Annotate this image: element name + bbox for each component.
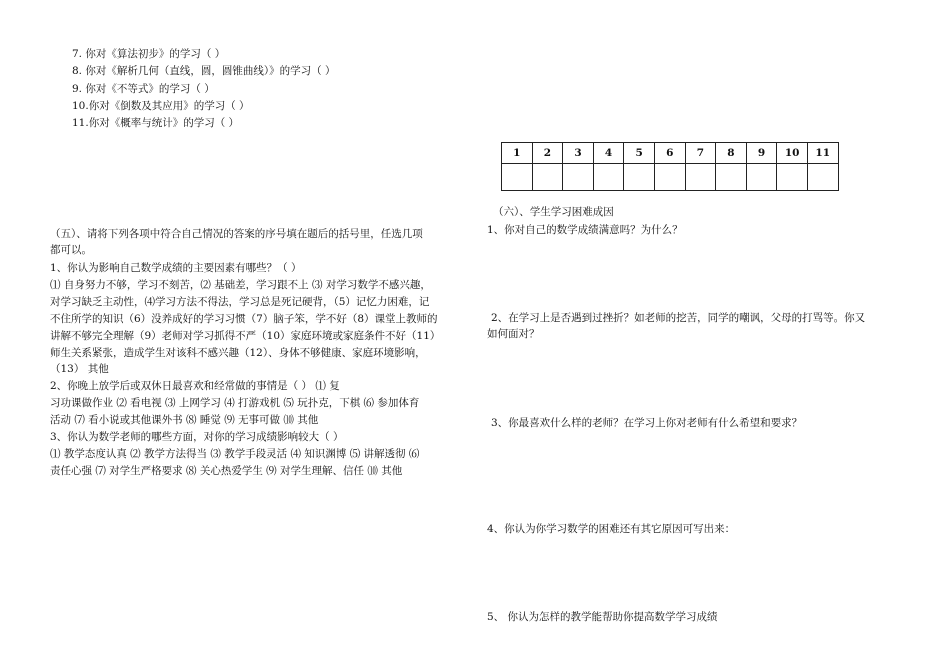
answer-cell[interactable] xyxy=(716,164,747,191)
answer-cell[interactable] xyxy=(654,164,685,191)
section-6-question-5: 5、 你认为怎样的教学能帮助你提高数学学习成绩 xyxy=(487,611,718,623)
answer-cell[interactable] xyxy=(807,164,838,191)
answer-cell[interactable] xyxy=(624,164,655,191)
section-5-line: 责任心强 ⑺ 对学生严格要求 ⑻ 关心热爱学生 ⑼ 对学生理解、信任 ⑽ 其他 xyxy=(50,464,403,477)
section-5-line: 不住所学的知识（6）没养成好的学习习惯（7）脑子笨，学不好（8）课堂上教师的 xyxy=(50,312,438,325)
section-5-intro-line: 都可以。 xyxy=(50,244,92,256)
answer-grid-header-row xyxy=(502,143,839,164)
answer-cell[interactable] xyxy=(502,164,533,191)
section-5-intro-line: （五）、请将下列各项中符合自己情况的答案的序号填在题后的括号里，任选几项 xyxy=(50,228,423,240)
answer-cell[interactable] xyxy=(532,164,563,191)
answer-grid-header-cell: 6 xyxy=(654,143,685,164)
section-6-question-2-line-2: 如何面对？ xyxy=(487,328,540,340)
answer-cell[interactable] xyxy=(563,164,594,191)
section-5-line: 习功课做作业 ⑵ 看电视 ⑶ 上网学习 ⑷ 打游戏机 ⑸ 玩扑克，下棋 ⑹ 参加体育 xyxy=(50,397,420,410)
section-5-line: 讲解不够完全理解（9）老师对学习抓得不严（10）家庭环境或家庭条件不好（11） xyxy=(50,329,441,342)
section-5-line: ⑴ 教学态度认真 ⑵ 教学方法得当 ⑶ 教学手段灵活 ⑷ 知识渊博 ⑸ 讲解透彻 ⑹ xyxy=(50,447,420,460)
section-5-line: 2、你晚上放学后或双休日最喜欢和经常做的事情是（ ） ⑴ 复 xyxy=(50,380,340,393)
answer-grid-header-cell: 1 xyxy=(502,143,533,164)
section-5-line: 3、你认为数学老师的哪些方面，对你的学习成绩影响较大（ ） xyxy=(50,431,344,444)
answer-grid-header-cell: 5 xyxy=(624,143,655,164)
answer-grid-header-cell: 7 xyxy=(685,143,716,164)
section-5-line: 活动 ⑺ 看小说或其他课外书 ⑻ 睡觉 ⑼ 无事可做 ⑽ 其他 xyxy=(50,414,319,427)
section-5-questions xyxy=(50,260,480,480)
answer-grid-answer-row xyxy=(502,164,839,191)
question-10: 10.你对《倒数及其应用》的学习（ ） xyxy=(72,99,250,112)
section-6-question-3: 3、你最喜欢什么样的老师？在学习上你对老师有什么希望和要求？ xyxy=(491,417,803,429)
answer-cell[interactable] xyxy=(593,164,624,191)
question-8: 8. 你对《解析几何（直线，圆，圆锥曲线）》的学习（ ） xyxy=(72,65,336,78)
section-5-intro xyxy=(50,226,480,258)
answer-grid-header-cell: 11 xyxy=(807,143,838,164)
question-7: 7. 你对《算法初步》的学习（ ） xyxy=(72,48,226,60)
section-5-line: 对学习缺乏主动性，⑷学习方法不得法，学习总是死记硬背，（5）记忆力困难，记 xyxy=(50,295,430,308)
answer-grid-table xyxy=(501,142,839,191)
answer-cell[interactable] xyxy=(777,164,808,191)
section-6-question-2-line-1: 2、在学习上是否遇到过挫折？如老师的挖苦，同学的嘲讽，父母的打骂等。你又 xyxy=(491,312,866,324)
answer-cell[interactable] xyxy=(685,164,716,191)
section-5-line: 师生关系紧张，造成学生对该科不感兴趣（12）、身体不够健康、家庭环境影响， xyxy=(50,346,426,359)
answer-grid-header-cell: 2 xyxy=(532,143,563,164)
section-5-line: （13） 其他 xyxy=(50,363,109,376)
section-5-line: ⑴ 自身努力不够，学习不刻苦，⑵ 基础差，学习跟不上 ⑶ 对学习数学不感兴趣， xyxy=(50,278,431,291)
answer-grid-header-cell: 9 xyxy=(746,143,777,164)
section-6-question-4: 4、你认为你学习数学的困难还有其它原因可写出来： xyxy=(487,523,736,535)
question-11: 11.你对《概率与统计》的学习（ ） xyxy=(72,117,240,130)
answer-grid-header-cell: 3 xyxy=(563,143,594,164)
answer-cell[interactable] xyxy=(746,164,777,191)
section-6-question-1: 1、你对自己的数学成绩满意吗？为什么？ xyxy=(487,224,683,236)
subject-question-list xyxy=(72,46,335,132)
section-6-title: （六）、学生学习困难成因 xyxy=(493,206,614,218)
answer-grid-header-cell: 8 xyxy=(716,143,747,164)
answer-grid-header-cell: 4 xyxy=(593,143,624,164)
answer-grid-header-cell: 10 xyxy=(777,143,808,164)
question-9: 9. 你对《不等式》的学习（ ） xyxy=(72,82,215,95)
section-5-line: 1、你认为影响自己数学成绩的主要因素有哪些？（ ） xyxy=(50,262,302,274)
